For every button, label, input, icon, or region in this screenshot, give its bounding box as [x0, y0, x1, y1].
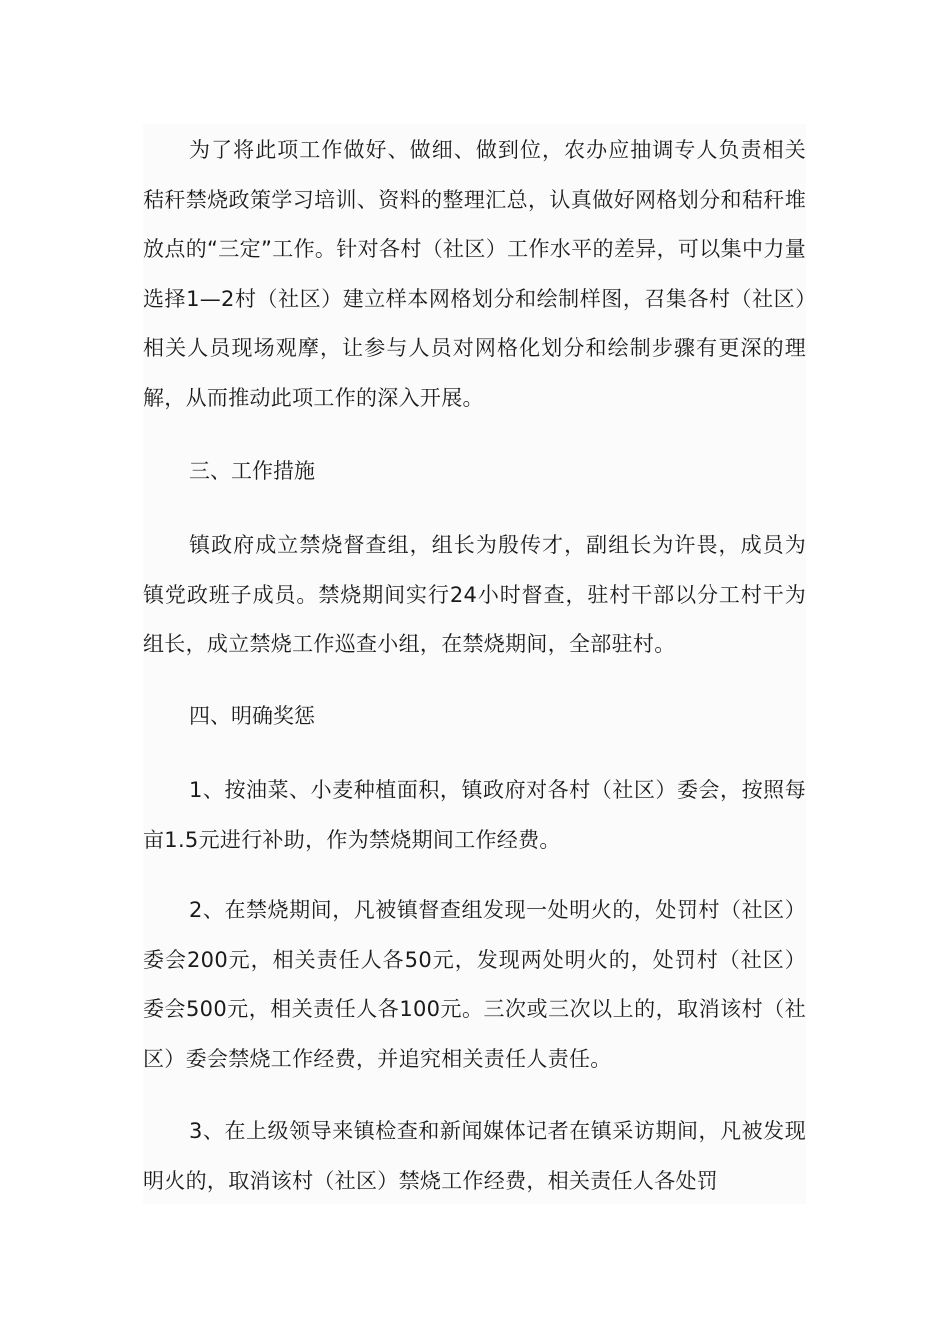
paragraph-2: 镇政府成立禁烧督查组，组长为殷传才，副组长为许畏，成员为镇党政班子成员。禁烧期间实行24小时督查，驻村干部以分工村干为组长，成立禁烧工作巡查小组，在禁烧期间，全部驻村。: [143, 533, 806, 656]
paragraph-1: 为了将此项工作做好、做细、做到位，农办应抽调专人负责相关秸秆禁烧政策学习培训、资料的整理汇总，认真做好网格划分和秸秆堆放点的“三定”工作。针对各村（社区）工作水平的差异，可以集中力量选择1—2村（社区）建立样本网格划分和绘制样图，召集各村（社区）相关人员现场观摩，让参与人员对网格化划分和绘制步骤有更深的理解，从而推动此项工作的深入开展。: [143, 138, 806, 410]
document-page: [143, 124, 806, 1204]
paragraph-4: 2、在禁烧期间，凡被镇督查组发现一处明火的，处罚村（社区）委会200元，相关责任人各50元，发现两处明火的，处罚村（社区）委会500元，相关责任人各100元。三次或三次以上的，取消该村（社区）委会禁烧工作经费，并追究相关责任人责任。: [143, 898, 806, 1071]
paragraph-3: 1、按油菜、小麦种植面积，镇政府对各村（社区）委会，按照每亩1.5元进行补助，作为禁烧期间工作经费。: [143, 778, 806, 852]
section-heading-3: 三、工作措施: [189, 459, 315, 483]
section-heading-4: 四、明确奖惩: [189, 704, 315, 728]
paragraph-5: 3、在上级领导来镇检查和新闻媒体记者在镇采访期间，凡被发现明火的，取消该村（社区）禁烧工作经费，相关责任人各处罚: [143, 1119, 806, 1193]
